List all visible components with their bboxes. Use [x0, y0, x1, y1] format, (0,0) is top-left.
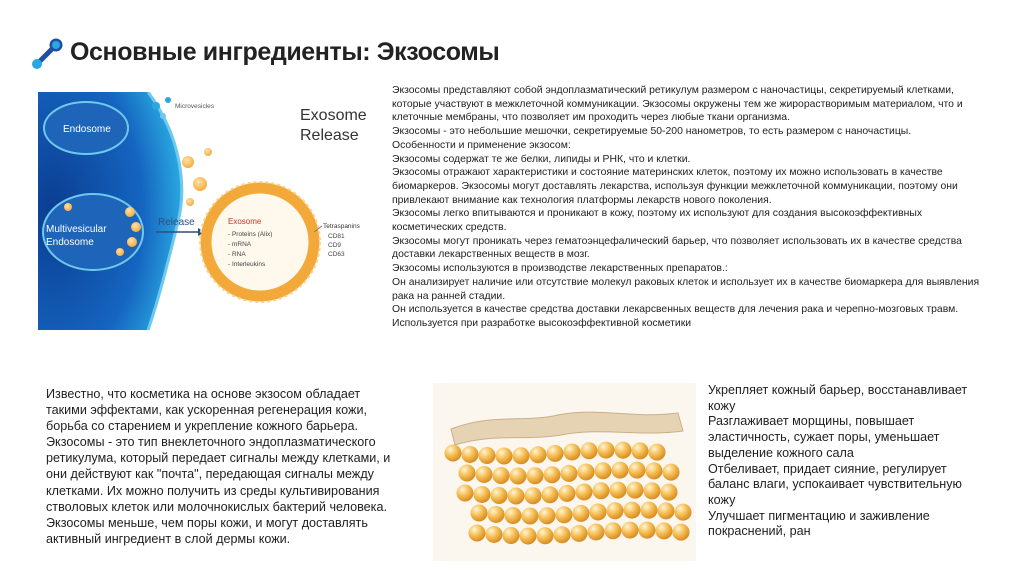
exosome-bead [547, 445, 564, 462]
exosome-bead [505, 507, 522, 524]
exosome-bead [610, 482, 627, 499]
benefit-item: Отбеливает, придает сияние, регулирует баланс влаги, успокаивает чувствительную кожу [708, 461, 962, 507]
exosome-bead [627, 482, 644, 499]
exosome-bead [639, 522, 656, 539]
exosome-bead [675, 504, 692, 521]
tetraspanin-3: CD63 [328, 251, 345, 258]
exosome-bead [673, 524, 690, 541]
exosome-bead [593, 482, 610, 499]
benefits-list [708, 383, 978, 540]
exosome-bead [542, 486, 559, 503]
exosome-bead [537, 527, 554, 544]
exosome-bead [469, 525, 486, 542]
exosome-bead [607, 502, 624, 519]
exosome-bead [658, 502, 675, 519]
exosome-bead [525, 487, 542, 504]
exosome-bead [598, 442, 615, 459]
paragraph: Используется при разработке высокоэффективной косметики [392, 317, 692, 329]
exosome-bead [561, 465, 578, 482]
exosome-bead [496, 447, 513, 464]
paragraph: Экзосомы отражают характеристики и состояние материнских клеток, поэтому их можно использовать в качестве биомаркеров. Экзосомы могут доставлять лекарства, используя функции межклеточной коммуникации, поэтому они привлекают внимание как технология платформы лекарств нового поколения. [392, 167, 958, 206]
exosome-item-2: - mRNA [228, 241, 252, 248]
exosome-bead [510, 467, 527, 484]
exosome-bead [590, 503, 607, 520]
exosome-bead [503, 527, 520, 544]
exosome-bead [612, 462, 629, 479]
logo-icon [30, 37, 64, 71]
exosome-bead [493, 467, 510, 484]
exosome-bead [554, 526, 571, 543]
exosome-bead [588, 523, 605, 540]
exosome-release-figure [38, 92, 383, 330]
multivesicular-label-2: Endosome [46, 237, 94, 248]
cosmetics-paragraph: Известно, что косметика на основе экзосом обладает такими эффектами, как ускоренная регенерация кожи, борьба со старением и укрепление кожного барьера. Экзосомы - это тип внеклеточного эндоплазматического ретикулума, который передает сигналы между клетками, и они действуют как "почта", передающая сигналы между клетками. Их можно получить из среды культивирования стволовых клеток или молочнокислых бактерий человека. Экзосомы меньше, чем поры кожи, и могут доставлять активный ингредиент в слой дермы кожи. [46, 387, 391, 546]
exosome-bead [605, 522, 622, 539]
exosome-bead [539, 507, 556, 524]
exosome-bead [522, 507, 539, 524]
exosome-bead [581, 442, 598, 459]
exosome-item-4: - Interleukins [228, 261, 266, 268]
exosome-bead [459, 465, 476, 482]
exosome-bead [486, 526, 503, 543]
exosome-beads [445, 442, 692, 545]
exosome-item-3: - RNA [228, 251, 246, 258]
paragraph: Экзосомы представляют собой эндоплазматический ретикулум размером с наночастицы, секретируемый клетками, которые участвуют в межклеточной коммуникации. Экзосомы окружены тем же жирорастворимым материалом, что и клеточные мембраны, что позволяет им проходить через любые ткани организма. [392, 85, 963, 124]
exosome-bead [530, 446, 547, 463]
exosome-bead [615, 442, 632, 459]
exosome-bead [624, 502, 641, 519]
exosome-bead [559, 485, 576, 502]
exosome-bead [476, 466, 493, 483]
exosome-bead [508, 487, 525, 504]
exosome-bead [629, 462, 646, 479]
exosome-bead [471, 505, 488, 522]
paragraph: Экзосомы - это небольшие мешочки, секретируемые 50-200 нанометров, то есть размером с наночастицы. [392, 126, 912, 138]
slide-title: Основные ингредиенты: Экзосомы [70, 38, 500, 66]
benefit-item: Разглаживает морщины, повышает эластичность, сужает поры, уменьшает выделение кожного сала [708, 414, 940, 460]
exosome-bead [556, 506, 573, 523]
exosome-description [392, 84, 992, 331]
paragraph: Экзосомы содержат те же белки, липиды и РНК, что и клетки. [392, 153, 691, 165]
exosome-bead [488, 506, 505, 523]
exosome-bead [457, 485, 474, 502]
paragraph: Особенности и применение экзосом: [392, 139, 571, 151]
figure-heading-2: Release [300, 127, 359, 144]
tetraspanins-title: Tetraspanins [323, 223, 360, 230]
tetraspanin-1: CD81 [328, 233, 345, 240]
exosome-bead [663, 464, 680, 481]
figure-heading-1: Exosome [300, 107, 367, 124]
exosome-bead [564, 443, 581, 460]
paragraph: Экзосомы используются в производстве лекарственных препаратов.: [392, 263, 728, 275]
exosome-bead [576, 483, 593, 500]
benefit-item: Улучшает пигментацию и заживление покраснений, ран [708, 508, 930, 539]
release-label: Release [158, 217, 195, 228]
exosome-bead [520, 527, 537, 544]
exosome-bead [479, 447, 496, 464]
exosome-bead [544, 466, 561, 483]
endosome-label: Endosome [63, 124, 111, 135]
exosome-bead [656, 522, 673, 539]
exosome-bead [527, 467, 544, 484]
benefit-item: Укрепляет кожный барьер, восстанавливает кожу [708, 383, 968, 413]
exosome-bead [573, 505, 590, 522]
paragraph: Он анализирует наличие или отсутствие молекул раковых клеток и использует их в качестве биомаркера для выявления рака на ранней стадии. [392, 276, 980, 302]
skin-layer-image [433, 383, 696, 561]
exosome-bead [571, 525, 588, 542]
exosome-bead [622, 522, 639, 539]
exosome-circle [206, 188, 314, 296]
exosome-bead [474, 486, 491, 503]
tetraspanin-2: CD9 [328, 242, 342, 249]
exosome-bead [644, 482, 661, 499]
microvesicles-label: Microvesicles [175, 103, 215, 110]
exosome-title: Exosome [228, 217, 262, 226]
exosome-bead [445, 445, 462, 462]
exosome-bead [595, 462, 612, 479]
paragraph: Экзосомы легко впитываются и проникают в кожу, поэтому их используют для создания высокоэффективных косметических средств. [392, 208, 923, 234]
exosome-bead [646, 462, 663, 479]
exosome-bead [649, 444, 666, 461]
exosome-bead [462, 446, 479, 463]
exosome-bead [661, 484, 678, 501]
exosome-bead [491, 487, 508, 504]
paragraph: Экзосомы могут проникать через гематоэнцефалический барьер, что позволяет использовать их в качестве средства доставки лекарственных веществ в мозг. [392, 235, 962, 261]
exosome-item-1: - Proteins (Alix) [228, 231, 273, 238]
multivesicular-label-1: Multivesicular [46, 224, 107, 235]
exosome-bead [632, 442, 649, 459]
paragraph: Он используется в качестве средства доставки лекарсвенных веществ для лечения рака и черепно-мозговых травм. [392, 304, 959, 316]
exosome-bead [641, 502, 658, 519]
exosome-bead [578, 463, 595, 480]
exosome-bead [513, 447, 530, 464]
